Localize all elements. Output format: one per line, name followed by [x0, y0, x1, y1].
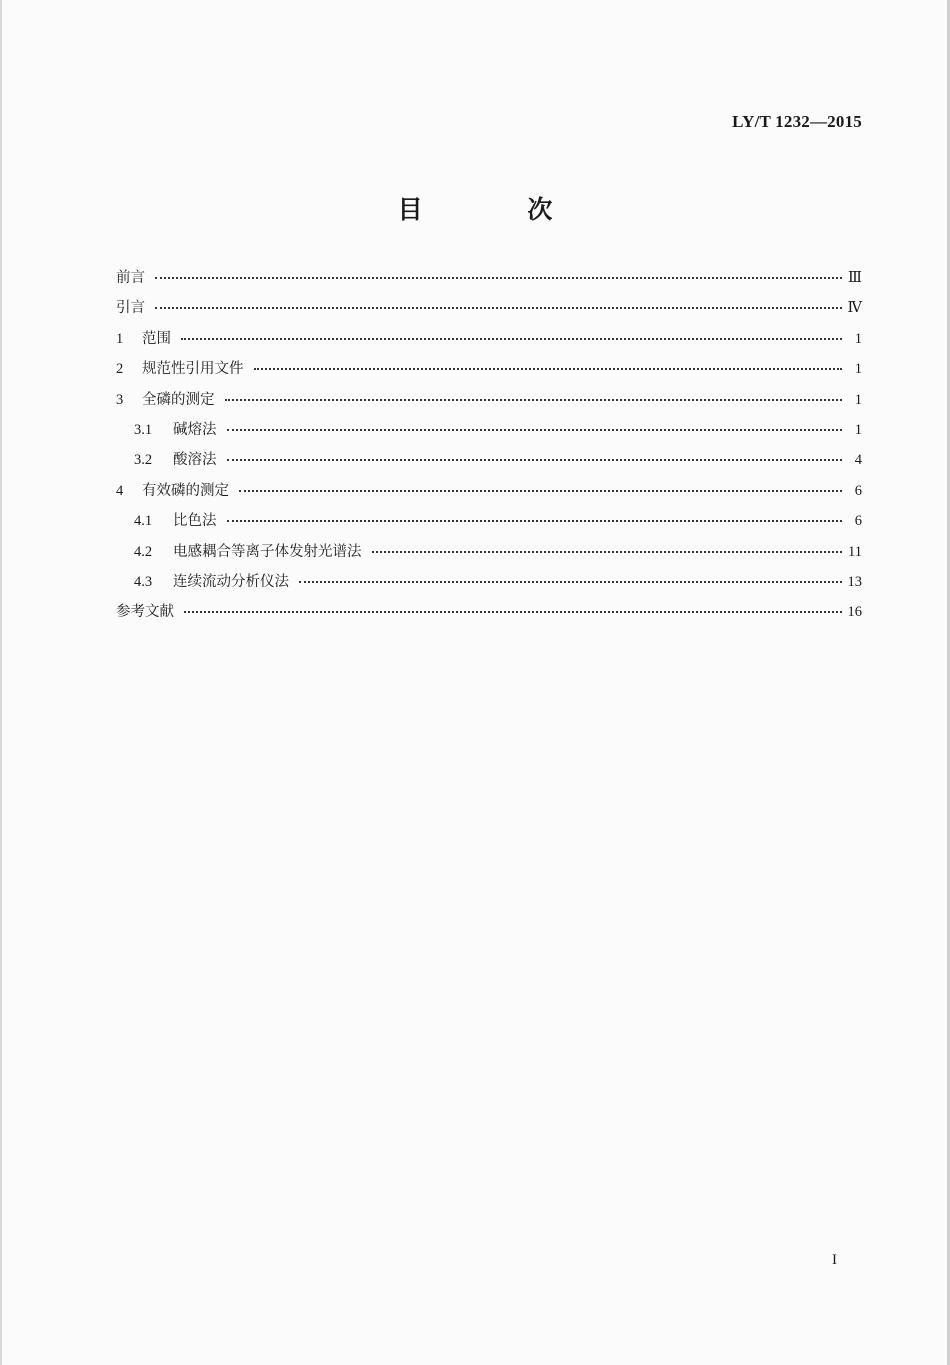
dot-leader	[155, 267, 842, 279]
toc-entry-number: 3	[116, 391, 124, 408]
dot-leader	[254, 358, 843, 370]
toc-entry[interactable]	[116, 327, 862, 357]
toc-entry-number: 1	[116, 330, 124, 347]
toc-entry[interactable]	[116, 388, 862, 418]
toc-entry-number: 3.1	[134, 421, 153, 438]
toc-entry-title: 引言	[116, 300, 145, 317]
toc-entry-page: Ⅲ	[848, 270, 862, 286]
toc-entry-page: Ⅳ	[847, 300, 862, 317]
toc-entry[interactable]	[116, 418, 862, 448]
toc-entry[interactable]	[116, 479, 862, 509]
dot-leader	[239, 480, 842, 492]
toc-entry-number: 2	[116, 361, 124, 378]
toc-entry-title: 比色法	[173, 513, 217, 530]
toc-entry-title: 酸溶法	[173, 452, 217, 469]
toc-entry[interactable]	[116, 570, 862, 600]
toc-entry-title: 前言	[116, 270, 145, 286]
page-title: 目 次	[397, 195, 601, 224]
toc-entry-title: 参考文献	[116, 604, 174, 621]
toc-entry-page: 1	[854, 330, 862, 347]
dot-leader	[155, 297, 842, 309]
toc-entry-title: 连续流动分析仪法	[173, 573, 289, 590]
page-number: I	[832, 1252, 837, 1268]
toc-entry-page: 16	[847, 604, 862, 621]
dot-leader	[299, 571, 842, 583]
dot-leader	[225, 389, 843, 401]
toc-entry-title: 范围	[142, 330, 171, 347]
dot-leader	[227, 449, 843, 461]
toc-entry-page: 6	[854, 482, 862, 499]
toc-entry-page: 13	[847, 573, 862, 590]
toc-entry[interactable]	[116, 296, 862, 326]
toc-entry[interactable]	[116, 448, 862, 478]
toc-entry-page: 1	[854, 421, 862, 438]
toc-entry-number: 4.2	[134, 543, 153, 560]
toc-entry-title: 全磷的测定	[142, 391, 215, 408]
table-of-contents	[116, 266, 862, 631]
dot-leader	[372, 541, 843, 553]
toc-entry-number: 4	[116, 482, 124, 499]
toc-entry-title: 碱熔法	[173, 421, 217, 438]
toc-entry-title: 电感耦合等离子体发射光谱法	[173, 543, 362, 560]
toc-entry-number: 4.3	[134, 573, 153, 590]
toc-entry[interactable]	[116, 509, 862, 539]
dot-leader	[184, 601, 842, 613]
dot-leader	[227, 510, 843, 522]
toc-entry-number: 4.1	[134, 513, 153, 530]
standard-code: LY/T 1232—2015	[732, 112, 862, 131]
toc-entry[interactable]	[116, 357, 862, 387]
toc-entry[interactable]	[116, 540, 862, 570]
toc-entry-title: 有效磷的测定	[142, 482, 229, 499]
toc-entry-page: 4	[854, 452, 862, 469]
dot-leader	[227, 419, 843, 431]
toc-entry-number: 3.2	[134, 452, 153, 469]
toc-entry-page: 6	[854, 513, 862, 530]
toc-entry-page: 1	[854, 361, 862, 378]
toc-entry-title: 规范性引用文件	[142, 361, 244, 378]
toc-entry-page: 11	[848, 543, 862, 560]
dot-leader	[181, 328, 842, 340]
toc-entry[interactable]	[116, 266, 862, 296]
toc-entry[interactable]	[116, 600, 862, 630]
toc-entry-page: 1	[854, 391, 862, 408]
